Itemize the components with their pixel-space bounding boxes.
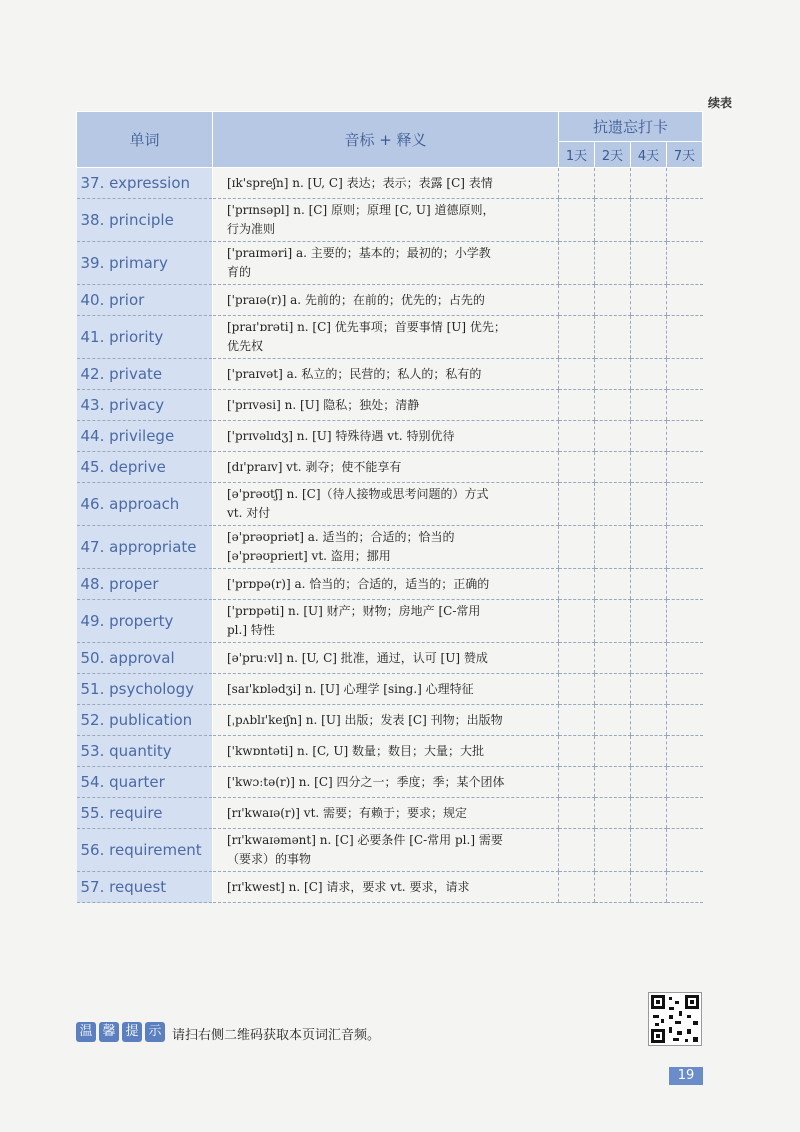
word-cell: 53. quantity <box>77 736 213 767</box>
definition-cell <box>213 569 559 600</box>
checkin-cell[interactable] <box>559 872 595 903</box>
checkin-cell[interactable] <box>595 452 631 483</box>
checkin-cell[interactable] <box>631 643 667 674</box>
definition-line: 行为准则 <box>227 222 276 236</box>
word-cell: 38. principle <box>77 199 213 242</box>
checkin-cell[interactable] <box>595 736 631 767</box>
checkin-cell[interactable] <box>631 285 667 316</box>
definition-cell <box>213 316 559 359</box>
definition-line: ['kwɒntəti] n. [C, U] 数量；数目；大量；大批 <box>227 743 485 758</box>
tip-badge-char: 馨 <box>99 1022 119 1042</box>
checkin-cell[interactable] <box>559 674 595 705</box>
table-row <box>77 767 703 798</box>
definition-cell <box>213 390 559 421</box>
checkin-cell[interactable] <box>667 872 703 903</box>
word-cell: 51. psychology <box>77 674 213 705</box>
checkin-cell[interactable] <box>631 316 667 359</box>
header-day-1: 1天 <box>559 142 595 168</box>
definition-line: vt. 对付 <box>227 506 271 520</box>
checkin-cell[interactable] <box>631 829 667 872</box>
definition-line: ['praɪvət] a. 私立的；民营的；私人的；私有的 <box>227 366 482 381</box>
definition-cell <box>213 736 559 767</box>
checkin-cell[interactable] <box>595 643 631 674</box>
checkin-cell[interactable] <box>595 359 631 390</box>
word-cell: 42. private <box>77 359 213 390</box>
word-cell: 39. primary <box>77 242 213 285</box>
table-row <box>77 643 703 674</box>
word-cell: 43. privacy <box>77 390 213 421</box>
checkin-cell[interactable] <box>667 285 703 316</box>
checkin-cell[interactable] <box>667 674 703 705</box>
checkin-cell[interactable] <box>667 359 703 390</box>
checkin-cell[interactable] <box>631 242 667 285</box>
qr-code[interactable] <box>648 992 702 1046</box>
definition-cell <box>213 872 559 903</box>
definition-line: 育的 <box>227 265 252 279</box>
checkin-cell[interactable] <box>595 600 631 643</box>
word-cell: 55. require <box>77 798 213 829</box>
table-row <box>77 526 703 569</box>
header-checkin: 抗遗忘打卡 <box>559 112 703 142</box>
checkin-cell[interactable] <box>595 168 631 199</box>
checkin-cell[interactable] <box>559 316 595 359</box>
table-row <box>77 569 703 600</box>
checkin-cell[interactable] <box>667 767 703 798</box>
checkin-cell[interactable] <box>631 526 667 569</box>
checkin-cell[interactable] <box>595 829 631 872</box>
definition-cell <box>213 483 559 526</box>
table-row <box>77 168 703 199</box>
word-cell: 52. publication <box>77 705 213 736</box>
checkin-cell[interactable] <box>631 483 667 526</box>
table-row <box>77 483 703 526</box>
checkin-cell[interactable] <box>559 569 595 600</box>
checkin-cell[interactable] <box>631 421 667 452</box>
checkin-cell[interactable] <box>595 569 631 600</box>
checkin-cell[interactable] <box>595 872 631 903</box>
checkin-cell[interactable] <box>595 390 631 421</box>
word-cell: 45. deprive <box>77 452 213 483</box>
definition-cell <box>213 285 559 316</box>
word-cell: 37. expression <box>77 168 213 199</box>
table-row <box>77 199 703 242</box>
definition-line: ['prɪvəlɪdʒ] n. [U] 特殊待遇 vt. 特别优待 <box>227 428 455 443</box>
definition-line: [ˌpʌblɪ'keɪʃn] n. [U] 出版；发表 [C] 刊物；出版物 <box>227 712 503 727</box>
definition-line: [ə'prəʊprieɪt] vt. 盗用；挪用 <box>227 549 391 563</box>
tip-badge-char: 提 <box>122 1022 142 1042</box>
checkin-cell[interactable] <box>595 674 631 705</box>
checkin-cell[interactable] <box>559 421 595 452</box>
checkin-cell[interactable] <box>631 674 667 705</box>
checkin-cell[interactable] <box>667 421 703 452</box>
word-cell: 57. request <box>77 872 213 903</box>
checkin-cell[interactable] <box>667 736 703 767</box>
definition-cell <box>213 674 559 705</box>
definition-line: ['praɪməri] a. 主要的；基本的；最初的；小学教 <box>227 246 491 260</box>
table-row <box>77 421 703 452</box>
checkin-cell[interactable] <box>667 705 703 736</box>
definition-line: [ə'prəʊpriət] a. 适当的；合适的；恰当的 <box>227 530 455 544</box>
checkin-cell[interactable] <box>559 705 595 736</box>
definition-cell <box>213 526 559 569</box>
definition-line: [rɪ'kwest] n. [C] 请求，要求 vt. 要求，请求 <box>227 879 470 894</box>
word-cell: 54. quarter <box>77 767 213 798</box>
tip-text: 请扫右侧二维码获取本页词汇音频。 <box>172 1028 381 1043</box>
word-cell: 56. requirement <box>77 829 213 872</box>
definition-cell <box>213 600 559 643</box>
checkin-cell[interactable] <box>595 285 631 316</box>
definition-line: ['praɪə(r)] a. 先前的；在前的；优先的；占先的 <box>227 292 485 307</box>
definition-line: [ə'pruːvl] n. [U, C] 批准，通过，认可 [U] 赞成 <box>227 650 488 665</box>
checkin-cell[interactable] <box>595 798 631 829</box>
definition-line: ['prɪvəsi] n. [U] 隐私；独处；清静 <box>227 397 420 412</box>
table-row <box>77 829 703 872</box>
word-cell: 41. priority <box>77 316 213 359</box>
checkin-cell[interactable] <box>667 483 703 526</box>
checkin-cell[interactable] <box>631 390 667 421</box>
definition-cell <box>213 767 559 798</box>
header-day-2: 2天 <box>595 142 631 168</box>
table-row <box>77 390 703 421</box>
checkin-cell[interactable] <box>667 452 703 483</box>
definition-line: 优先权 <box>227 339 264 353</box>
definition-line: [rɪ'kwaɪəmənt] n. [C] 必要条件 [C-常用 pl.] 需要 <box>227 833 503 847</box>
checkin-cell[interactable] <box>631 600 667 643</box>
checkin-cell[interactable] <box>559 390 595 421</box>
checkin-cell[interactable] <box>667 168 703 199</box>
checkin-cell[interactable] <box>559 483 595 526</box>
word-cell: 50. approval <box>77 643 213 674</box>
definition-line: ['prɒpə(r)] a. 恰当的；合适的，适当的；正确的 <box>227 576 490 591</box>
checkin-cell[interactable] <box>559 199 595 242</box>
checkin-cell[interactable] <box>667 390 703 421</box>
checkin-cell[interactable] <box>559 526 595 569</box>
checkin-cell[interactable] <box>559 359 595 390</box>
definition-line: [praɪ'ɒrəti] n. [C] 优先事项；首要事情 [U] 优先； <box>227 320 506 334</box>
checkin-cell[interactable] <box>559 168 595 199</box>
checkin-cell[interactable] <box>559 829 595 872</box>
table-row <box>77 798 703 829</box>
definition-cell <box>213 452 559 483</box>
checkin-cell[interactable] <box>595 199 631 242</box>
checkin-cell[interactable] <box>595 316 631 359</box>
checkin-cell[interactable] <box>595 483 631 526</box>
checkin-cell[interactable] <box>559 798 595 829</box>
checkin-cell[interactable] <box>667 569 703 600</box>
header-word: 单词 <box>77 112 213 168</box>
vocabulary-table <box>76 111 703 903</box>
table-row <box>77 872 703 903</box>
checkin-cell[interactable] <box>559 242 595 285</box>
definition-cell <box>213 705 559 736</box>
table-row <box>77 736 703 767</box>
page-number: 19 <box>669 1067 703 1085</box>
definition-line: （要求）的事物 <box>227 852 312 866</box>
checkin-cell[interactable] <box>667 600 703 643</box>
header-day-4: 4天 <box>631 142 667 168</box>
tip-badge-char: 温 <box>76 1022 96 1042</box>
definition-line: [saɪ'kɒlədʒi] n. [U] 心理学 [sing.] 心理特征 <box>227 681 474 696</box>
table-row <box>77 285 703 316</box>
checkin-cell[interactable] <box>631 705 667 736</box>
definition-line: [rɪ'kwaɪə(r)] vt. 需要；有赖于；要求；规定 <box>227 805 468 820</box>
checkin-cell[interactable] <box>667 316 703 359</box>
checkin-cell[interactable] <box>667 526 703 569</box>
word-cell: 40. prior <box>77 285 213 316</box>
qr-code-icon <box>649 993 701 1045</box>
checkin-cell[interactable] <box>595 705 631 736</box>
definition-line: [ɪk'spreʃn] n. [U, C] 表达；表示；表露 [C] 表情 <box>227 175 493 190</box>
table-row <box>77 242 703 285</box>
checkin-cell[interactable] <box>631 767 667 798</box>
checkin-cell[interactable] <box>667 798 703 829</box>
word-cell: 46. approach <box>77 483 213 526</box>
checkin-cell[interactable] <box>631 798 667 829</box>
definition-line: pl.] 特性 <box>227 623 275 637</box>
checkin-cell[interactable] <box>631 199 667 242</box>
checkin-cell[interactable] <box>667 829 703 872</box>
word-cell: 44. privilege <box>77 421 213 452</box>
checkin-cell[interactable] <box>559 600 595 643</box>
checkin-cell[interactable] <box>631 452 667 483</box>
checkin-cell[interactable] <box>559 736 595 767</box>
table-row <box>77 674 703 705</box>
checkin-cell[interactable] <box>559 767 595 798</box>
definition-line: ['kwɔːtə(r)] n. [C] 四分之一；季度；季；某个团体 <box>227 774 505 789</box>
definition-cell <box>213 168 559 199</box>
word-cell: 48. proper <box>77 569 213 600</box>
table-row <box>77 452 703 483</box>
checkin-cell[interactable] <box>631 168 667 199</box>
definition-cell <box>213 421 559 452</box>
definition-cell <box>213 199 559 242</box>
checkin-cell[interactable] <box>631 872 667 903</box>
checkin-cell[interactable] <box>667 643 703 674</box>
checkin-cell[interactable] <box>559 285 595 316</box>
checkin-cell[interactable] <box>595 526 631 569</box>
word-cell: 47. appropriate <box>77 526 213 569</box>
checkin-cell[interactable] <box>559 452 595 483</box>
checkin-cell[interactable] <box>667 242 703 285</box>
table-row <box>77 600 703 643</box>
checkin-cell[interactable] <box>667 199 703 242</box>
header-day-7: 7天 <box>667 142 703 168</box>
definition-line: ['prɒpəti] n. [U] 财产；财物；房地产 [C-常用 <box>227 604 481 618</box>
definition-line: [dɪ'praɪv] vt. 剥夺；使不能享有 <box>227 459 402 474</box>
table-row <box>77 705 703 736</box>
tip-badge-char: 示 <box>145 1022 165 1042</box>
definition-cell <box>213 829 559 872</box>
definition-line: [ə'prəʊtʃ] n. [C]（待人接物或思考问题的）方式 <box>227 487 489 501</box>
definition-cell <box>213 798 559 829</box>
table-row <box>77 316 703 359</box>
definition-cell <box>213 643 559 674</box>
checkin-cell[interactable] <box>595 421 631 452</box>
continued-label: 续表 <box>707 96 732 110</box>
checkin-cell[interactable] <box>595 767 631 798</box>
checkin-cell[interactable] <box>595 242 631 285</box>
checkin-cell[interactable] <box>631 569 667 600</box>
checkin-cell[interactable] <box>559 643 595 674</box>
header-definition: 音标 + 释义 <box>213 112 559 168</box>
table-row <box>77 359 703 390</box>
definition-line: ['prɪnsəpl] n. [C] 原则；原理 [C, U] 道德原则， <box>227 203 495 217</box>
definition-cell <box>213 242 559 285</box>
checkin-cell[interactable] <box>631 359 667 390</box>
definition-cell <box>213 359 559 390</box>
word-cell: 49. property <box>77 600 213 643</box>
checkin-cell[interactable] <box>631 736 667 767</box>
